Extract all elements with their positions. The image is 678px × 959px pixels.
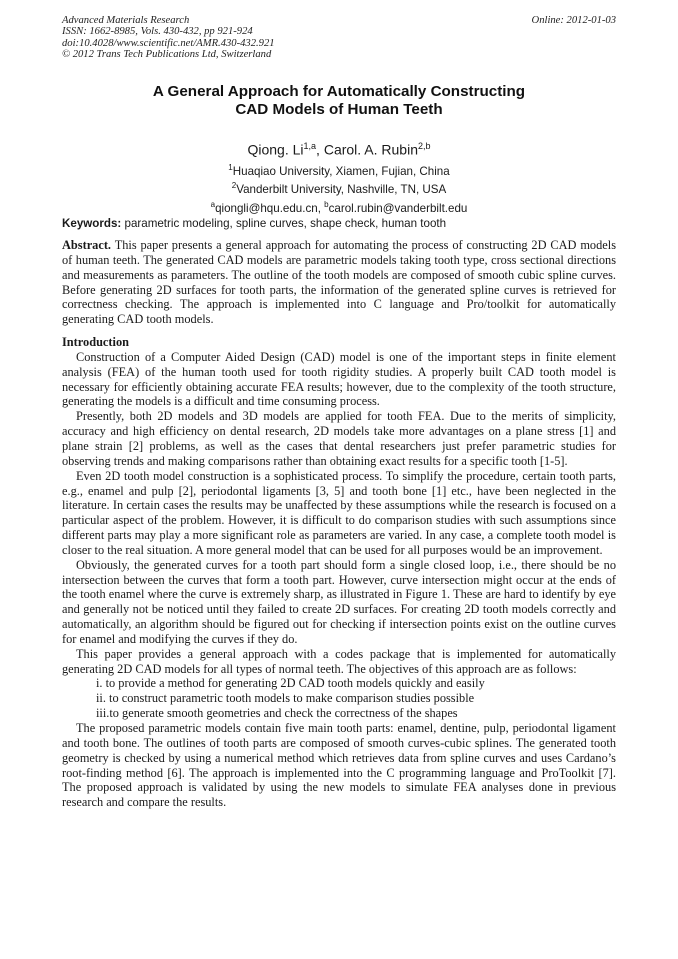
keywords-line: [62, 217, 616, 231]
keywords-label: Keywords:: [62, 217, 122, 230]
affiliation-2: [62, 179, 616, 197]
abstract-label: Abstract.: [62, 238, 112, 252]
author-line: [62, 137, 616, 159]
affiliation-1: [62, 161, 616, 179]
abstract-text: This paper presents a general approach for automating the process of constructing 2D CAD models of human teeth. The generated CAD models are parametric models taking tooth type, cross sectional directions and measurements as parameters. The outline of the tooth models are composed of smooth cubic spline curves. Before generating 2D surfaces for tooth parts, the information of the generated spline curves is retrieved for correctness checking. The approach is implemented into C language and Pro/toolkit for automatically generating CAD tooth models.: [62, 238, 616, 327]
issn-line: ISSN: 1662-8985, Vols. 430-432, pp 921-924: [62, 26, 253, 38]
email-a-link[interactable]: qiongli@hqu.edu.cn,: [215, 201, 325, 215]
online-date: Online: 2012-01-03: [531, 15, 616, 26]
email-b-marker: b: [324, 199, 329, 209]
doi-line[interactable]: doi:10.4028/www.scientific.net/AMR.430-432.921: [62, 37, 275, 49]
affiliations: [62, 161, 616, 216]
journal-header: [62, 15, 616, 61]
intro-paragraph-5: This paper provides a general approach with a codes package that is implemented for automatically generating 2D CAD models for all types of normal teeth. The objectives of this approach are as follows:: [62, 646, 616, 676]
author-emails: [62, 198, 616, 216]
objective-item: i. to provide a method for generating 2D CAD tooth models quickly and easily: [96, 676, 485, 691]
email-b-link[interactable]: carol.rubin@vanderbilt.edu: [328, 201, 468, 215]
affiliation-1-marker: 1: [228, 163, 233, 172]
author-2-name: Carol. A. Rubin: [323, 141, 418, 158]
email-a-marker: a: [210, 199, 216, 209]
intro-paragraph-4: Obviously, the generated curves for a tooth part should form a single closed loop, i.e., there should be no intersection between the curves that form a tooth part. However, curve intersection might occur at the ends of the tooth enamel where the curve is extremely sharp, as illustrated in Figure 1. These are hard to identify by eye and generally not be noticed until they failed to create 2D surfaces. For creating 2D tooth models correctly and automatically, an algorithm should be figured out for checking if intersection points exist on the outline curves for enamel and modifying the curves if they do.: [62, 557, 616, 646]
objectives-list: [62, 676, 616, 721]
author-1-name: Qiong. Li: [247, 141, 304, 158]
intro-paragraph-6: The proposed parametric models contain five main tooth parts: enamel, dentine, pulp, periodontal ligament and tooth bone. The outlines of tooth parts are composed of smooth curves-cubic splines. The generated tooth geometry is checked by using a numerical method which retrieves data from spline curves and uses Cardano’s root-finding method [6]. The approach is implemented into the C programming language and ProToolkit [7]. The proposed approach is validated by using the new models to simulate FEA analyses done in previous research and compare the results.: [62, 721, 616, 810]
affiliation-1-text: Huaqiao University, Xiamen, Fujian, China: [232, 164, 450, 178]
intro-paragraph-3: Even 2D tooth model construction is a sophisticated process. To simplify the procedure, certain tooth parts, e.g., enamel and pulp [2], periodontal ligaments [3, 5] and tooth bone [1] etc., have been neglected in the literature. In certain cases the results may be unaffected by these assumptions while the research is focused on a particular aspect of the problem. However, it is difficult to do comparison studies with such assumptions since different parts may play a more significant role as parameters are varied. In any case, a complete tooth model is closer to the real situation. A more general model that can be used for all purposes would be an improvement.: [62, 468, 616, 557]
paper-body: [62, 238, 616, 810]
intro-paragraph-1: Construction of a Computer Aided Design (CAD) model is one of the important steps in finite element analysis (FEA) of the human tooth used for tooth rigidity studies. A properly built CAD tooth model is necessary for efficiently obtaining accurate FEA results; however, due to the complexity of the tooth structure, generating the models is a difficult and time consuming process.: [62, 349, 616, 409]
copyright-line: © 2012 Trans Tech Publications Ltd, Switzerland: [62, 49, 272, 61]
title-line-2: CAD Models of Human Teeth: [235, 101, 443, 118]
keywords-text: parametric modeling, spline curves, shape check, human tooth: [121, 217, 447, 230]
objective-item: ii. to construct parametric tooth models to make comparison studies possible: [96, 691, 475, 706]
affiliation-2-marker: 2: [231, 181, 237, 191]
author-separator: ,: [316, 141, 324, 158]
author-1-affil-marker: 1,a: [303, 141, 317, 151]
abstract-paragraph: [62, 238, 616, 327]
journal-name: Advanced Materials Research: [62, 15, 190, 26]
objective-item: iii.to generate smooth geometries and check the correctness of the shapes: [96, 706, 458, 721]
title-line-1: A General Approach for Automatically Constructing: [152, 83, 526, 100]
introduction-heading: Introduction: [62, 335, 129, 350]
author-2-affil-marker: 2,b: [418, 141, 431, 151]
affiliation-2-text: Vanderbilt University, Nashville, TN, USA: [236, 183, 447, 197]
intro-paragraph-2: Presently, both 2D models and 3D models are applied for tooth FEA. Due to the merits of simplicity, accuracy and high efficiency on dental research, 2D models take more advantages on a plane stress [1] and plane strain [2] problems, as well as the cases that dental researchers just prefer parametric studies for observing trends and making comparisons rather than obtaining exact results for a specific tooth [1-5].: [62, 409, 616, 468]
paper-title: [62, 83, 616, 119]
